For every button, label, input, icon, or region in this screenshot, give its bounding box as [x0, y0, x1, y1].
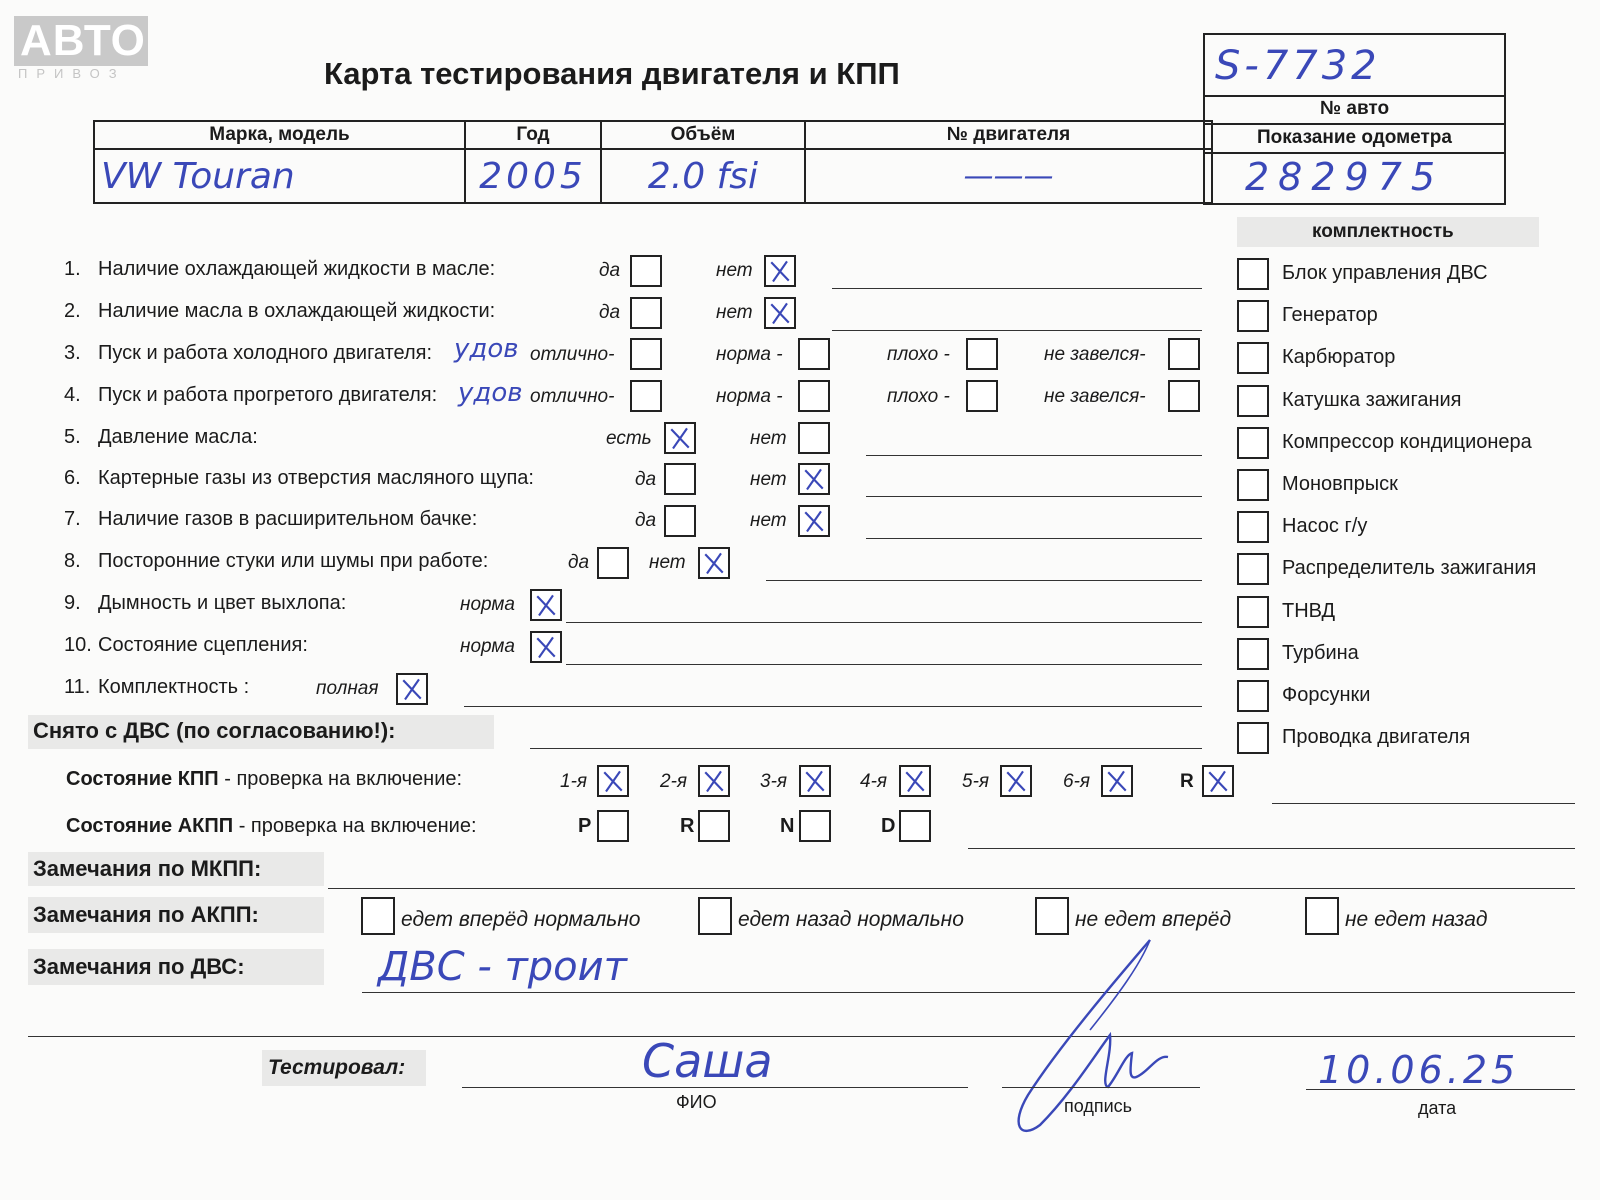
q4-text: Пуск и работа прогретого двигателя:: [98, 384, 438, 406]
q4-bad-label: плохо -: [887, 386, 950, 407]
q3-nostart-checkbox[interactable]: [1168, 338, 1200, 370]
q1-yes-checkbox[interactable]: [630, 255, 662, 287]
car-number-box: [1203, 33, 1506, 205]
q8-number: 8.: [64, 550, 81, 572]
q5-yes-label: есть: [606, 428, 652, 449]
q10-ok-checkbox[interactable]: [530, 631, 562, 663]
check-mark-icon: [766, 299, 794, 327]
akpp-remark-checkbox[interactable]: [1305, 897, 1339, 935]
q3-number: 3.: [64, 342, 81, 364]
completeness-item-label: Моновпрыск: [1282, 473, 1398, 495]
check-mark-icon: [532, 633, 560, 661]
check-mark-icon: [800, 465, 828, 493]
akpp-mode-checkbox[interactable]: [597, 810, 629, 842]
q8-no-label: нет: [649, 552, 686, 573]
volume-label: Объём: [601, 121, 805, 149]
akpp-label: [66, 815, 477, 838]
kpp-gear-checkbox[interactable]: [597, 765, 629, 797]
q9-ok-label: норма: [460, 594, 515, 615]
check-mark-icon: [766, 257, 794, 285]
q10-ok-label: норма: [460, 636, 515, 657]
make-label: Марка, модель: [94, 121, 465, 149]
akpp-mode-label: N: [780, 815, 795, 837]
completeness-checkbox[interactable]: [1237, 722, 1269, 754]
akpp-mode-label: P: [578, 815, 592, 837]
akpp-remark-label: не едет вперёд: [1075, 908, 1232, 931]
check-mark-icon: [700, 549, 728, 577]
q1-yes-label: да: [599, 260, 621, 281]
akpp-mode-label: R: [680, 815, 695, 837]
q11-full-checkbox[interactable]: [396, 673, 428, 705]
q7-number: 7.: [64, 508, 81, 530]
q7-no-checkbox[interactable]: [798, 505, 830, 537]
q8-yes-label: да: [568, 552, 590, 573]
q2-no-label: нет: [716, 302, 753, 323]
make-value: VW Touran: [94, 149, 465, 203]
q2-no-checkbox[interactable]: [764, 297, 796, 329]
kpp-label: [66, 768, 462, 791]
completeness-item-label: Насос г/у: [1282, 515, 1368, 538]
kpp-label-rest: - проверка на включение:: [218, 768, 463, 790]
akpp-remark-label: едет вперёд нормально: [401, 908, 641, 931]
remarks-dvs-label: Замечания по ДВС:: [33, 954, 245, 979]
q9-number: 9.: [64, 592, 81, 614]
kpp-gear-label: 6-я: [1063, 771, 1091, 792]
check-mark-icon: [801, 767, 829, 795]
completeness-checkbox[interactable]: [1237, 511, 1269, 543]
completeness-item-label: Проводка двигателя: [1282, 726, 1471, 749]
q3-note: удов: [454, 334, 519, 364]
completeness-title: комплектность: [1312, 221, 1454, 242]
q11-text: Комплектность :: [98, 676, 250, 698]
completeness-item-label: Турбина: [1282, 641, 1359, 664]
q8-no-checkbox[interactable]: [698, 547, 730, 579]
kpp-gear-checkbox[interactable]: [698, 765, 730, 797]
q3-normal-label: норма -: [716, 344, 783, 365]
completeness-item-label: Распределитель зажигания: [1282, 557, 1537, 580]
q4-normal-checkbox[interactable]: [798, 380, 830, 412]
q6-text: Картерные газы из отверстия масляного щупа:: [98, 467, 534, 489]
q4-normal-label: норма -: [716, 386, 783, 407]
completeness-item-label: Форсунки: [1282, 684, 1371, 706]
q10-text: Состояние сцепления:: [98, 634, 308, 656]
q3-nostart-label: не завелся-: [1044, 344, 1146, 365]
kpp-gear-label: 3-я: [760, 771, 788, 792]
q4-nostart-checkbox[interactable]: [1168, 380, 1200, 412]
kpp-gear-label: 4-я: [860, 771, 888, 792]
q7-yes-label: да: [635, 510, 657, 531]
completeness-checkbox[interactable]: [1237, 553, 1269, 585]
akpp-remark-checkbox[interactable]: [361, 897, 395, 935]
q2-text: Наличие масла в охлаждающей жидкости:: [98, 300, 496, 322]
logo-sub: ПРИВОЗ: [18, 66, 126, 81]
year-label: Год: [465, 121, 601, 149]
q9-ok-checkbox[interactable]: [530, 589, 562, 621]
engine-label: № двигателя: [805, 121, 1212, 149]
volume-value: 2.0 fsi: [601, 149, 805, 203]
q8-yes-checkbox[interactable]: [597, 547, 629, 579]
removed-label: Снято с ДВС (по согласованию!):: [33, 718, 396, 743]
kpp-gear-checkbox[interactable]: [1000, 765, 1032, 797]
odometer-value: 282975: [1245, 155, 1445, 199]
tested-label: Тестировал:: [268, 1056, 406, 1079]
q4-excellent-checkbox[interactable]: [630, 380, 662, 412]
date-value: 10.06.25: [1318, 1048, 1520, 1092]
q5-yes-checkbox[interactable]: [664, 422, 696, 454]
completeness-item-label: ТНВД: [1282, 599, 1336, 622]
akpp-mode-checkbox[interactable]: [899, 810, 931, 842]
completeness-checkbox[interactable]: [1237, 427, 1269, 459]
q4-excellent-label: отлично-: [530, 386, 615, 407]
akpp-mode-checkbox[interactable]: [698, 810, 730, 842]
completeness-checkbox[interactable]: [1237, 469, 1269, 501]
signature-caption: подпись: [1064, 1096, 1133, 1116]
q3-normal-checkbox[interactable]: [798, 338, 830, 370]
completeness-checkbox[interactable]: [1237, 258, 1269, 290]
q2-yes-checkbox[interactable]: [630, 297, 662, 329]
kpp-gear-checkbox[interactable]: [1101, 765, 1133, 797]
q1-text: Наличие охлаждающей жидкости в масле:: [98, 258, 496, 280]
akpp-remark-label: не едет назад: [1345, 908, 1488, 931]
check-mark-icon: [901, 767, 929, 795]
completeness-item-label: Карбюратор: [1282, 346, 1396, 369]
q3-bad-label: плохо -: [887, 344, 950, 365]
q8-text: Посторонние стуки или шумы при работе:: [98, 550, 489, 572]
car-number-label: № авто: [1319, 98, 1390, 119]
q7-text: Наличие газов в расширительном бачке:: [98, 508, 478, 530]
akpp-remark-label: едет назад нормально: [738, 908, 964, 931]
q5-number: 5.: [64, 426, 81, 448]
q2-number: 2.: [64, 300, 81, 322]
completeness-checkbox[interactable]: [1237, 385, 1269, 417]
q3-text: Пуск и работа холодного двигателя:: [98, 342, 433, 364]
vehicle-header-table: [93, 120, 1213, 204]
completeness-item-label: Генератор: [1282, 304, 1378, 327]
check-mark-icon: [800, 507, 828, 535]
kpp-gear-checkbox[interactable]: [799, 765, 831, 797]
remarks-akpp-label: Замечания по АКПП:: [33, 902, 259, 927]
q6-number: 6.: [64, 467, 81, 489]
q6-no-checkbox[interactable]: [798, 463, 830, 495]
check-mark-icon: [1002, 767, 1030, 795]
logo-main: АВТО: [14, 16, 148, 66]
q9-text: Дымность и цвет выхлопа:: [98, 592, 347, 614]
kpp-gear-label: 5-я: [962, 771, 990, 792]
akpp-mode-label: D: [881, 815, 896, 837]
check-mark-icon: [1204, 767, 1232, 795]
completeness-checkbox[interactable]: [1237, 342, 1269, 374]
name-caption: ФИО: [676, 1092, 717, 1112]
q10-number: 10.: [64, 634, 92, 656]
q4-nostart-label: не завелся-: [1044, 386, 1146, 407]
page-title: Карта тестирования двигателя и КПП: [324, 56, 900, 91]
q4-bad-checkbox[interactable]: [966, 380, 998, 412]
q4-number: 4.: [64, 384, 81, 406]
q3-excellent-checkbox[interactable]: [630, 338, 662, 370]
kpp-gear-checkbox[interactable]: [899, 765, 931, 797]
kpp-label-bold: Состояние КПП: [66, 768, 219, 790]
akpp-label-rest: - проверка на включение:: [233, 815, 477, 837]
car-number-value: S-7732: [1215, 43, 1381, 89]
q6-yes-label: да: [635, 469, 657, 490]
akpp-remark-checkbox[interactable]: [1035, 897, 1069, 935]
check-mark-icon: [666, 424, 694, 452]
date-caption: дата: [1418, 1098, 1457, 1118]
completeness-item-label: Компрессор кондиционера: [1282, 430, 1532, 453]
q6-yes-checkbox[interactable]: [664, 463, 696, 495]
completeness-item-label: Катушка зажигания: [1282, 388, 1462, 411]
kpp-gear-label: 1-я: [560, 771, 588, 792]
remarks-dvs-value: ДВС - троит: [378, 944, 627, 990]
q5-text: Давление масла:: [98, 426, 258, 448]
q11-number: 11.: [64, 676, 91, 698]
q4-note: удов: [458, 378, 523, 408]
q2-yes-label: да: [599, 302, 621, 323]
akpp-remark-checkbox[interactable]: [698, 897, 732, 935]
remarks-mkpp-label: Замечания по МКПП:: [33, 856, 262, 881]
q7-yes-checkbox[interactable]: [664, 505, 696, 537]
q3-excellent-label: отлично-: [530, 344, 615, 365]
q3-bad-checkbox[interactable]: [966, 338, 998, 370]
kpp-gear-checkbox[interactable]: [1202, 765, 1234, 797]
kpp-gear-label: 2-я: [660, 771, 688, 792]
kpp-gear-label: R: [1180, 771, 1194, 792]
akpp-mode-checkbox[interactable]: [799, 810, 831, 842]
completeness-item-label: Блок управления ДВС: [1282, 262, 1488, 284]
completeness-checkbox[interactable]: [1237, 300, 1269, 332]
q1-no-label: нет: [716, 260, 753, 281]
check-mark-icon: [398, 675, 426, 703]
engine-value: ———: [805, 149, 1212, 203]
tester-name-value: Саша: [642, 1034, 773, 1088]
q1-no-checkbox[interactable]: [764, 255, 796, 287]
q5-no-label: нет: [750, 428, 787, 449]
q1-number: 1.: [64, 258, 81, 280]
q5-no-checkbox[interactable]: [798, 422, 830, 454]
year-value: 2005: [465, 149, 601, 203]
completeness-checkbox[interactable]: [1237, 638, 1269, 670]
q11-full-label: полная: [316, 678, 379, 699]
check-mark-icon: [532, 591, 560, 619]
completeness-checkbox[interactable]: [1237, 680, 1269, 712]
check-mark-icon: [599, 767, 627, 795]
odometer-label: Показание одометра: [1257, 127, 1452, 148]
q7-no-label: нет: [750, 510, 787, 531]
check-mark-icon: [1103, 767, 1131, 795]
completeness-checkbox[interactable]: [1237, 596, 1269, 628]
q6-no-label: нет: [750, 469, 787, 490]
akpp-label-bold: Состояние АКПП: [66, 815, 234, 837]
logo: [14, 16, 148, 81]
check-mark-icon: [700, 767, 728, 795]
